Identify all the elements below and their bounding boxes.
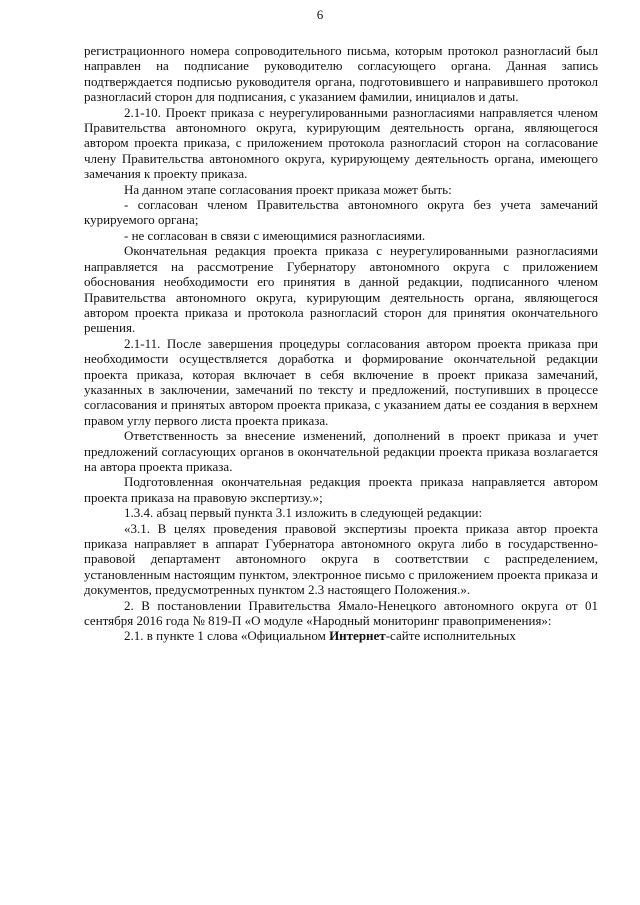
paragraph-2-1-text-end: -сайте исполнительных <box>385 628 516 644</box>
paragraph-2-1 <box>84 628 598 643</box>
paragraph-responsibility: Ответственность за внесение изменений, дополнений в проект приказа и учет предложений согласующих органов в окончательной редакции проекта приказа возлагается на автора проекта приказа. <box>84 428 598 474</box>
paragraph-stage-intro: На данном этапе согласования проект приказа может быть: <box>124 181 452 197</box>
list-item-agreed: - согласован членом Правительства автономного округа без учета замечаний курируемого органа; <box>84 197 598 228</box>
paragraph-legal-review: Подготовленная окончательная редакция проекта приказа направляется автором проекта приказа на правовую экспертизу.»; <box>84 474 598 505</box>
document-body <box>84 43 598 644</box>
paragraph-2-1-text-start: 2.1. в пункте 1 слова «Официальном <box>124 628 330 644</box>
paragraph-final-edition: Окончательная редакция проекта приказа с неурегулированными разногласиями направляется на рассмотрение Губернатору автономного округа с приложением обоснования необходимости его принятия в данной редакции, подписанного членом Правительства автономного округа, курирующим деятельность органа, являющегося автором проекта приказа и протокола разногласий сторон для принятия окончательного решения. <box>84 243 598 336</box>
list-item-not-agreed: - не согласован в связи с имеющимися разногласиями. <box>124 227 426 243</box>
paragraph-3-1: «3.1. В целях проведения правовой экспертизы проекта приказа автор проекта приказа направляет в аппарат Губернатора автономного округа либо в государственно-правовой департамент автономного округа в соответствии с распределением, установленным настоящим пунктом, электронное письмо с приложением проекта приказа и документов, предусмотренных пунктом 2.3 настоящего Положения.». <box>84 520 598 598</box>
paragraph-continuation: регистрационного номера сопроводительного письма, которым протокол разногласий был направлен на подписание руководителю согласующего органа. Данная запись подтверждается подписью руководителя органа, подготовившего и направившего протокол разногласий сторон для подписания, с указанием фамилии, инициалов и даты. <box>84 43 598 105</box>
paragraph-2-1-10: 2.1-10. Проект приказа с неурегулированными разногласиями направляется членом Правительства автономного округа, курирующим деятельность органа, являющегося автором проекта приказа, с приложением протокола разногласий сторон на согласование члену Правительства автономного округа, курирующему деятельность органа, имеющего замечания к проекту приказа. <box>84 104 598 182</box>
paragraph-resolution-2: 2. В постановлении Правительства Ямало-Ненецкого автономного округа от 01 сентября 2016 года № 819-П «О модуле «Народный мониторинг правоприменения»: <box>84 597 598 629</box>
page-number: 6 <box>316 7 324 22</box>
paragraph-2-1-11: 2.1-11. После завершения процедуры согласования автором проекта приказа при необходимости осуществляется доработка и формирование окончательной редакции проекта приказа, которая включает в себя включение в проект приказа замечаний, указанных в заключении, замечаний по тексту и предложений, поступивших в процессе согласования и принятых автором проекта приказа, с указанием даты ее создания в верхнем правом углу первого листа проекта приказа. <box>84 335 598 428</box>
paragraph-1-3-4: 1.3.4. абзац первый пункта 3.1 изложить в следующей редакции: <box>124 505 483 521</box>
paragraph-2-1-bold-word: Интернет <box>329 628 386 644</box>
